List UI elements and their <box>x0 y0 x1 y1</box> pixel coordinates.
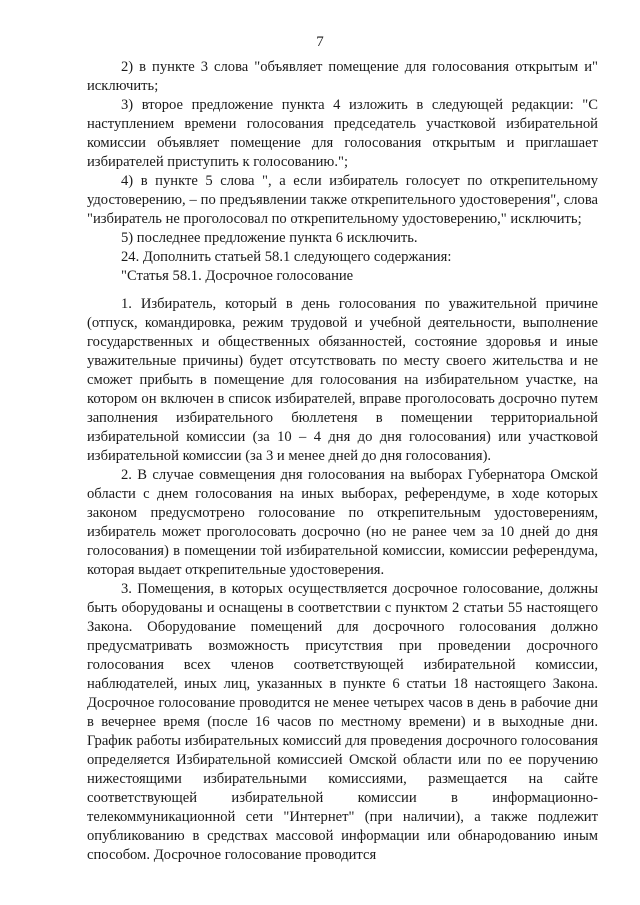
amendment-item-3: 3) второе предложение пункта 4 изложить в следующей редакции: "С наступлением времени голосования председатель участковой избирательной комиссии объявляет помещение для голосования открытым и приглашает избирателей приступить к голосованию."; <box>87 97 598 170</box>
article-paragraph-2: 2. В случае совмещения дня голосования на выборах Губернатора Омской области с днем голосования на иных выборах, референдуме, в ходе которых законом предусмотрено голосование по открепительным удостоверениям, избиратель может проголосовать досрочно (но не ранее чем за 10 дней до дня голосования) в помещении той избирательной комиссии, комиссии референдума, которая выдает открепительные удостоверения. <box>87 467 598 578</box>
amendment-item-5: 5) последнее предложение пункта 6 исключить. <box>121 230 418 246</box>
article-paragraph-1: 1. Избиратель, который в день голосования по уважительной причине (отпуск, командировка, режим трудовой и учебной деятельности, выполнение государственных и общественных обязанностей, состояние здоровья и иные уважительные причины) будет отсутствовать по месту своего жительства и не сможет прибыть в помещение для голосования на избирательном участке, на котором он включен в список избирателей, вправе проголосовать досрочно путем заполнения избирательного бюллетеня в помещении территориальной избирательной комиссии (за 10 – 4 дня до дня голосования) или участковой избирательной комиссии (за 3 и менее дней до дня голосования). <box>87 296 598 464</box>
amendment-item-2: 2) в пункте 3 слова "объявляет помещение для голосования открытым и" исключить; <box>87 59 598 94</box>
amendment-item-24: 24. Дополнить статьей 58.1 следующего содержания: <box>121 249 452 265</box>
article-paragraph-3: 3. Помещения, в которых осуществляется досрочное голосование, должны быть оборудованы и оснащены в соответствии с пунктом 2 статьи 55 настоящего Закона. Оборудование помещений для досрочного голосования должно предусматривать возможность присутствия при проведении досрочного голосования всех членов соответствующей избирательной комиссии, наблюдателей, иных лиц, указанных в пункте 6 статьи 18 настоящего Закона. Досрочное голосование проводится не менее четырех часов в день в рабочие дни в вечернее время (после 16 часов по местному времени) и в выходные дни. График работы избирательных комиссий для проведения досрочного голосования определяется Избирательной комиссией Омской области или по ее поручению нижестоящими избирательными комиссиями, размещается на сайте соответствующей избирательной комиссии в информационно-телекоммуникационной сети "Интернет" (при наличии), а также подлежит опубликованию в средствах массовой информации или обнародованию иным способом. Досрочное голосование проводится <box>87 581 598 863</box>
article-heading: "Статья 58.1. Досрочное голосование <box>121 268 354 284</box>
amendments-section <box>87 58 598 286</box>
page-number: 7 <box>316 34 324 50</box>
article-body <box>87 295 598 865</box>
amendment-item-4: 4) в пункте 5 слова ", а если избиратель голосует по открепительному удостоверению, – по предъявлении также открепительного удостоверения", слова "избиратель не проголосовал по открепительному удостоверению," исключить; <box>87 173 598 227</box>
